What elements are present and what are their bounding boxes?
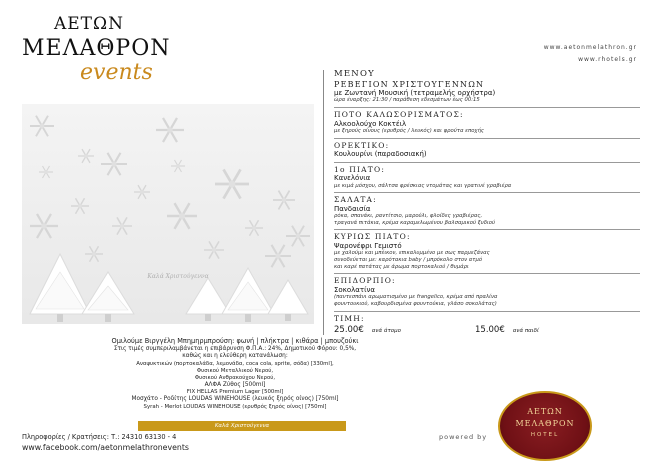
price-row [334,325,640,335]
adult-price-label: ανά άτομο [371,328,401,335]
menu-section-appetizer [334,142,640,159]
section-divider [334,107,640,108]
dish-name: Αλκοολούχο Κοκτέιλ [334,119,407,128]
section-title: ΣΑΛΑΤΑ: [334,195,377,205]
dish-description: τραγανά πιτάκια, κρέμα καραμελωμένου βαλσαμικού ξυδιού [334,219,496,226]
section-title: ΤΙΜΗ: [334,313,365,323]
snowflake-icon [286,226,310,247]
footer-line: καθώς και η ελεύθερη κατανάλωση: [182,353,288,360]
section-title: ΕΠΙΔΟΡΠΙΟ: [334,276,396,286]
footer-line: Ομιλούμε Βιργγέλη Μπημηρμπρούση: φωνή | πλήκτρα | κιθάρα | μπουζούκι [111,337,359,345]
section-divider [334,273,640,274]
menu-section-price [334,315,640,336]
dish-name: Κουλουρίνι (παραδοσιακή) [334,150,427,159]
child-price-label: ανά παιδί [512,328,539,335]
snowflake-icon [39,166,53,178]
facebook-link[interactable]: www.facebook.com/aetonmelathronevents [22,443,189,452]
badge-line-melathron: ΜΕΛΑΘΡΟΝ [515,419,575,428]
section-title: 1ο ΠΙΑΤΟ: [334,164,386,174]
dish-description: με ξηρούς οίνους (ερυθρός / λευκός) και φρούτα εποχής [334,127,485,134]
footer-line: ΑΛΦΑ Ζύθος [500ml] [204,381,266,388]
logo-line-events: events [80,60,153,85]
snowflake-icon [167,203,197,229]
section-divider [334,192,640,193]
dish-description: και καρέ πατάτας με άρωμα πορτοκαλιού / θυμάρι [334,263,469,270]
menu-section-salad [334,196,640,226]
menu-section-dessert [334,277,640,307]
section-title: ΠΟΤΟ ΚΑΛΩΣΟΡΙΣΜΑΤΟΣ: [334,109,464,119]
snowflake-icon [245,220,263,235]
section-divider [334,162,640,163]
menu-title: ΜΕΝΟΥ [334,69,375,79]
footer-line: Φυσικού Μεταλλικού Νερού, [196,367,274,374]
winter-greeting: Καλά Χριστούγεννα [147,273,209,280]
website-link-aetonmelathron[interactable]: www.aetonmelathron.gr [543,44,637,51]
footer-line: Αναψυκτικών (πορτοκαλάδα, λεμονάδα, coca cola, sprite, σόδα) [330ml], [136,360,334,367]
christmas-tree-icon [30,254,90,322]
snowflake-icon [78,149,94,163]
snowflake-icon [30,214,58,238]
snowflake-icon [101,153,127,175]
snowflake-icon [112,217,132,234]
snowflake-icon [215,169,249,198]
powered-by-label: powered by [439,433,488,441]
christmas-tree-icon [268,280,308,321]
snowflake-icon [204,241,224,258]
footer-line: Μοσχάτο - Ροδίτης LOUDAS WINEHOUSE (λευκός ξηρός οίνος) [750ml] [131,396,339,403]
snowflake-icon [30,116,54,137]
menu-section-welcome-drink [334,111,640,135]
dish-description: (παντεσπάνι αρωματισμένο με frangelico, κρέμα από πραλίνα [334,294,498,301]
vertical-divider [323,70,324,335]
footer-line: Φυσικού Ανθρακούχου Νερού, [194,374,276,381]
snowflake-icon [85,246,103,261]
christmas-wish-banner: Καλά Χριστούγεννα [138,421,346,431]
dish-description: με κιμά μόσχου, σάλτσα φρέσκιας ντομάτας και γρατινέ γραβιέρα [334,182,512,189]
menu-hours: ώρα έναρξης: 21:30 / παράθεση εδεσμάτων έως 00:15 [334,97,480,104]
section-title: ΟΡΕΚΤΙΚΟ: [334,140,390,150]
christmas-tree-icon [82,272,134,322]
christmas-menu [334,70,640,335]
website-link-rhotels[interactable]: www.rhotels.gr [578,56,637,63]
menu-subtitle: ΡΕΒΕΓΙΟΝ ΧΡΙΣΤΟΥΓΕΝΝΩΝ [334,79,485,89]
dish-name: Πανδαισία [334,204,371,213]
dish-name: Κανελόνια [334,174,371,183]
child-price: 15.00€ [475,325,505,336]
dish-description: με χαλούμι και μπέικον, επικαλυμμένο με σως παρμεζάνας [334,250,490,257]
section-divider [334,311,640,312]
section-title: ΚΥΡΙΩΣ ΠΙΑΤΟ: [334,232,411,242]
dish-description: συνοδεύεται με: καρότακια baby / μπρόκολο στον ατμό [334,257,483,264]
dish-name: Σοκολατίνα [334,285,375,294]
menu-music: με Ζωντανή Μουσική (τετραμελής ορχήστρα) [334,88,496,97]
footer-line: Syrah - Merlot LOUDAS WINEHOUSE (ερυθρός ξηρός οίνος) [750ml] [143,403,327,410]
footer-line: FIX HELLAS Premium Lager [500ml] [186,389,284,396]
footer-line: Στις τιμές συμπεριλαμβάνεται η επιβάρυνση Φ.Π.Α.: 24%, Δημοτικού Φόρου: 0,5%, [113,345,357,352]
brand-logo [22,14,182,92]
snowflake-icon [273,191,295,210]
badge-line-aeton: ΑΕΤΩΝ [527,407,563,416]
winter-scene-svg [22,104,314,324]
logo-line-aeton: ΑΕΤΩΝ [54,14,124,34]
snowflake-icon [71,198,89,213]
footer-info [0,337,470,411]
adult-price: 25.00€ [334,325,364,336]
badge-line-hotel: HOTEL [530,432,560,438]
menu-section-main-course [334,233,640,270]
section-divider [334,138,640,139]
winter-illustration [22,104,314,324]
hotel-logo-badge[interactable] [498,391,592,461]
snowflake-icon [156,118,184,142]
section-divider [334,229,640,230]
dish-name: Ψαρονέφρι Γεμιστό [334,242,402,251]
contact-info: Πληροφορίες / Κρατήσεις: Τ.: 24310 63130 - 4 [22,433,177,441]
snowflake-icon [134,185,150,199]
dish-description: φουντουκιού, καβουρδισμένα φουντούκια, γλάσο σοκολάτας) [334,300,497,307]
christmas-tree-icon [186,278,230,321]
dish-description: ρόκα, σπανάκι, ραντίτσιο, μαρούλι, φλοίδες γραβιέρας, [334,213,483,220]
snowflake-icon [265,245,291,267]
snowflake-icon [171,160,185,172]
menu-section-first-course [334,166,640,190]
christmas-tree-icon [222,268,274,322]
logo-line-melathron: ΜΕΛΑΘΡΟΝ [22,36,171,61]
